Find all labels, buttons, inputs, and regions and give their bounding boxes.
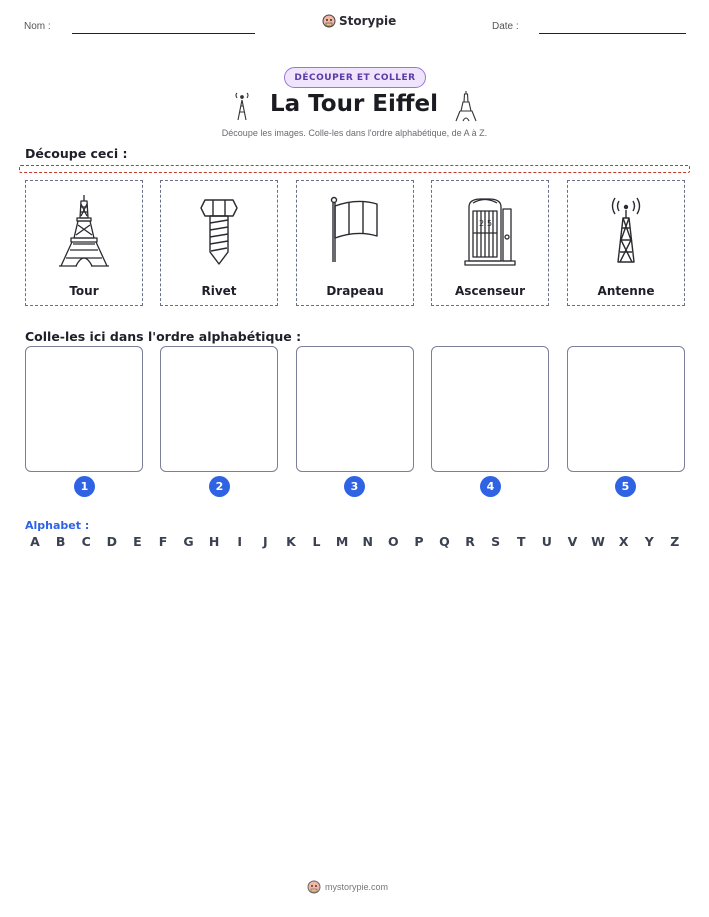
eiffel-tower-icon	[455, 90, 477, 122]
eiffel-tower-icon	[57, 194, 111, 268]
alphabet-letter: G	[183, 534, 194, 549]
alphabet-letter: A	[30, 534, 40, 549]
alphabet-letter: H	[208, 534, 220, 549]
alphabet-letter: X	[618, 534, 629, 549]
elevator-icon	[461, 195, 519, 267]
alphabet-letter: D	[106, 534, 117, 549]
cut-card-ascenseur[interactable]	[431, 180, 549, 306]
cut-card-tour[interactable]	[25, 180, 143, 306]
date-label: Date :	[492, 21, 519, 32]
alphabet-letter: L	[312, 534, 321, 549]
alphabet-letter: R	[465, 534, 475, 549]
alphabet-letter: O	[387, 534, 399, 549]
slot-number-5: 5	[615, 476, 636, 497]
activity-badge: DÉCOUPER ET COLLER	[284, 67, 426, 88]
alphabet-letter: S	[491, 534, 501, 549]
card-label: Antenne	[597, 284, 655, 298]
footer	[307, 880, 388, 894]
page-title: La Tour Eiffel	[269, 91, 439, 117]
slot-number-3: 3	[344, 476, 365, 497]
alphabet-letter: E	[133, 534, 142, 549]
antenna-icon	[606, 196, 646, 266]
instructions: Découpe les images. Colle-les dans l'ordre alphabétique, de A à Z.	[221, 128, 488, 138]
card-label: Ascenseur	[455, 284, 525, 298]
paste-heading: Colle-les ici dans l'ordre alphabétique :	[25, 329, 302, 344]
storypie-mascot-icon	[307, 880, 321, 894]
date-line[interactable]	[539, 33, 686, 34]
alphabet-letter: C	[81, 534, 91, 549]
alphabet-letter: F	[158, 534, 168, 549]
cut-line	[19, 165, 690, 173]
name-line[interactable]	[72, 33, 255, 34]
alphabet-letter: N	[362, 534, 373, 549]
title-row	[0, 89, 709, 125]
cut-card-antenne[interactable]	[567, 180, 685, 306]
card-label: Rivet	[201, 284, 237, 298]
alphabet-label: Alphabet :	[25, 519, 90, 532]
card-label: Tour	[69, 284, 99, 298]
alphabet-letter: Y	[644, 534, 654, 549]
alphabet-row	[25, 534, 685, 549]
svg-text:5: 5	[487, 219, 493, 228]
paste-slot-5[interactable]	[567, 346, 685, 472]
paste-slot-2[interactable]	[160, 346, 278, 472]
alphabet-letter: K	[286, 534, 296, 549]
alphabet-letter: M	[335, 534, 349, 549]
footer-site: mystorypie.com	[325, 882, 389, 892]
slot-number-2: 2	[209, 476, 230, 497]
cut-heading: Découpe ceci :	[25, 146, 128, 161]
paste-slot-3[interactable]	[296, 346, 414, 472]
name-label: Nom :	[24, 21, 51, 32]
paste-slot-1[interactable]	[25, 346, 143, 472]
storypie-mascot-icon	[322, 14, 336, 28]
alphabet-letter: P	[414, 534, 424, 549]
brand-logo	[322, 14, 396, 28]
alphabet-letter: I	[237, 534, 243, 549]
paste-slot-4[interactable]	[431, 346, 549, 472]
alphabet-letter: J	[263, 534, 268, 549]
rivet-bolt-icon	[199, 196, 239, 266]
alphabet-letter: B	[55, 534, 66, 549]
alphabet-letter: T	[517, 534, 526, 549]
cut-card-drapeau[interactable]	[296, 180, 414, 306]
alphabet-letter: W	[591, 534, 605, 549]
alphabet-letter: V	[567, 534, 578, 549]
cut-card-rivet[interactable]	[160, 180, 278, 306]
svg-text:2: 2	[479, 219, 485, 228]
brand-name: Storypie	[339, 14, 397, 28]
antenna-icon	[233, 92, 251, 122]
flag-icon	[327, 196, 383, 266]
card-label: Drapeau	[326, 284, 384, 298]
slot-number-1: 1	[74, 476, 95, 497]
alphabet-letter: Q	[439, 534, 450, 549]
alphabet-letter: Z	[670, 534, 680, 549]
slot-number-4: 4	[480, 476, 501, 497]
alphabet-letter: U	[541, 534, 552, 549]
